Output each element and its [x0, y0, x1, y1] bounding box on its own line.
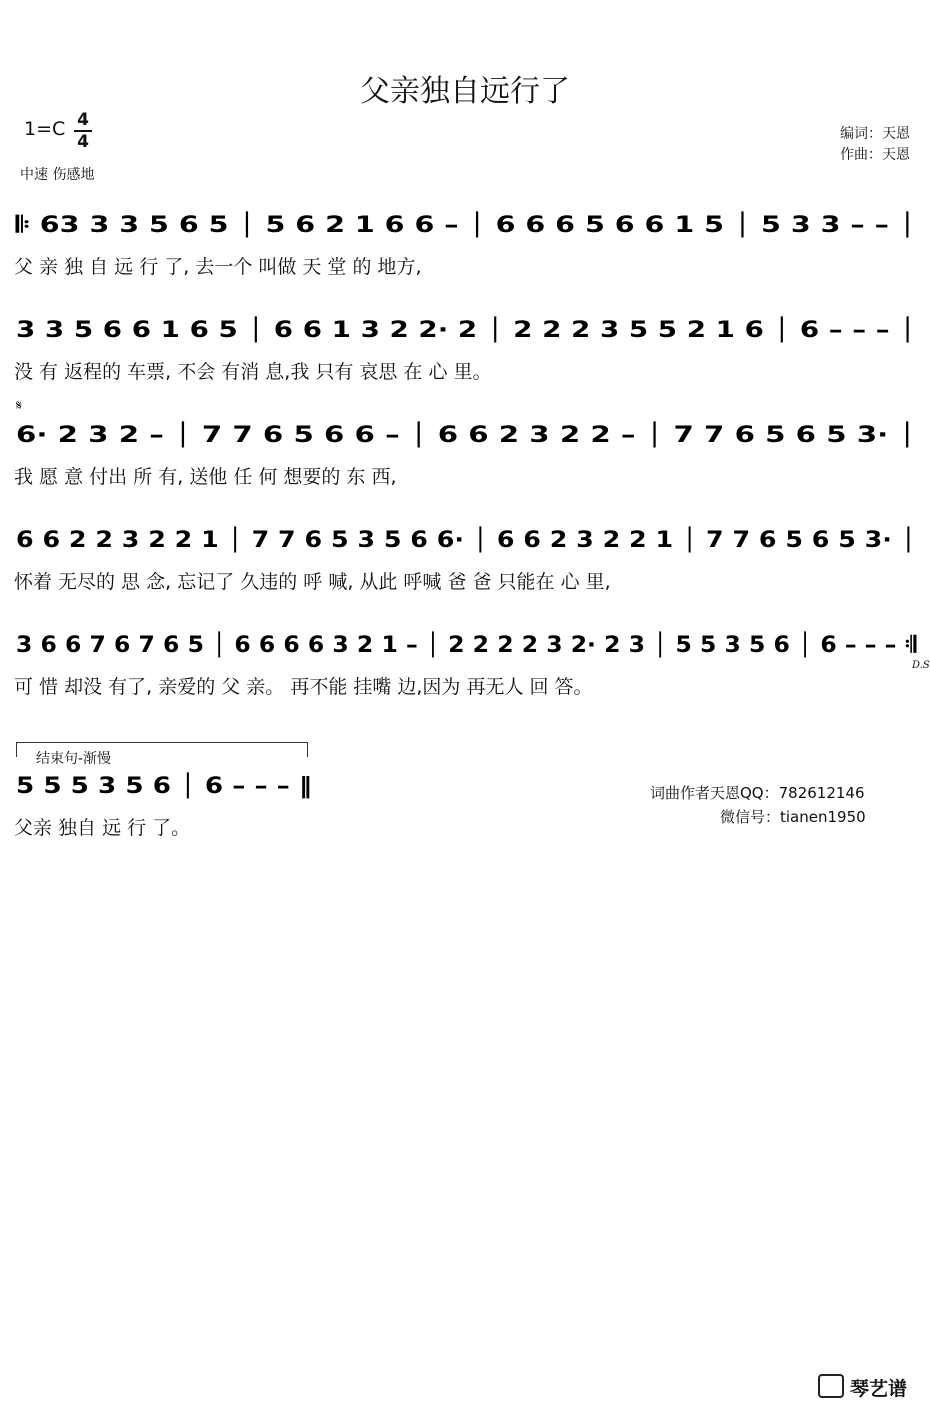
- time-signature-top: 4: [77, 110, 89, 130]
- lyrics-row-3: 我 愿 意 付出 所 有, 送他 任 何 想要的 东 西,: [14, 466, 397, 488]
- composer-credit: 作曲：天恩: [840, 147, 910, 163]
- notation-text-row-2: 3 3 5 6 6 1 6 5 │ 6 6 1 3 2 2· 2 │ 2 2 2 3 5 5 2 1 6 │ 6 – – – │: [16, 318, 731, 343]
- score-row-2: [0, 309, 930, 414]
- lyrics-row-2: 没 有 返程的 车票, 不会 有消 息,我 只有 哀思 在 心 里。: [14, 361, 492, 383]
- score-row-4: [0, 519, 930, 624]
- score-row-1: [0, 204, 930, 309]
- segno-sign: 𝄋: [16, 398, 23, 414]
- contact-wechat: 微信号：tianen1950: [720, 808, 866, 826]
- ds-marking: D.S: [912, 660, 930, 671]
- ending-label: 结束句-渐慢: [36, 751, 112, 767]
- notation-text-row-5: 3 6 6 7 6 7 6 5 │ 6 6 6 6 3 2 1 – │ 2 2 2 2 3 2· 2 3 │ 5 5 3 5 6 │ 6 – – – 𝄇: [16, 633, 860, 658]
- lyrics-row-5: 可 惜 却没 有了, 亲爱的 父 亲。 再不能 挂嘴 边,因为 再无人 回 答。: [14, 676, 593, 698]
- notation-text-row-3: 6· 2 3 2 – │ 7 7 6 5 6 6 – │ 6 6 2 3 2 2 – │ 7 7 6 5 6 5 3· │: [16, 423, 693, 448]
- lyrics-row-4: 怀着 无尽的 思 念, 忘记了 久违的 呼 喊, 从此 呼喊 爸 爸 只能在 心 里,: [14, 571, 611, 593]
- score-row-5: [0, 624, 930, 729]
- page-title: 父亲独自远行了: [360, 74, 570, 109]
- contact-qq: 词曲作者天恩QQ：782612146: [650, 784, 865, 802]
- notation-text-row-4: 6 6 2 2 3 2 2 1 │ 7 7 6 5 3 5 6 6· │ 6 6 2 3 2 2 1 │ 7 7 6 5 6 5 3· │: [16, 528, 798, 553]
- logo-text: 琴艺谱: [850, 1378, 908, 1400]
- time-signature: [72, 110, 94, 152]
- time-signature-bottom: 4: [77, 132, 89, 152]
- tempo-marking: 中速 伤感地: [20, 167, 95, 183]
- lyricist-credit: 编词：天恩: [840, 126, 910, 142]
- lyrics-row-1: 父 亲 独 自 远 行 了, 去一个 叫做 天 堂 的 地方,: [14, 256, 422, 278]
- notation-text-ending: 5 5 5 3 5 6 │ 6 – – – ‖: [16, 774, 265, 799]
- lyrics-row-ending: 父亲 独自 远 行 了。: [14, 817, 191, 839]
- score-row-3: [0, 414, 930, 519]
- notation-text-row-1: 𝄆 63 3 3 5 6 5 │ 5 6 2 1 6 6 – │ 6 6 6 5 6 6 1 5 │ 5 3 3 – – │: [16, 213, 710, 238]
- logo-icon: [818, 1374, 844, 1398]
- brand-logo: [818, 1374, 907, 1401]
- key-signature: 1=C: [24, 118, 66, 140]
